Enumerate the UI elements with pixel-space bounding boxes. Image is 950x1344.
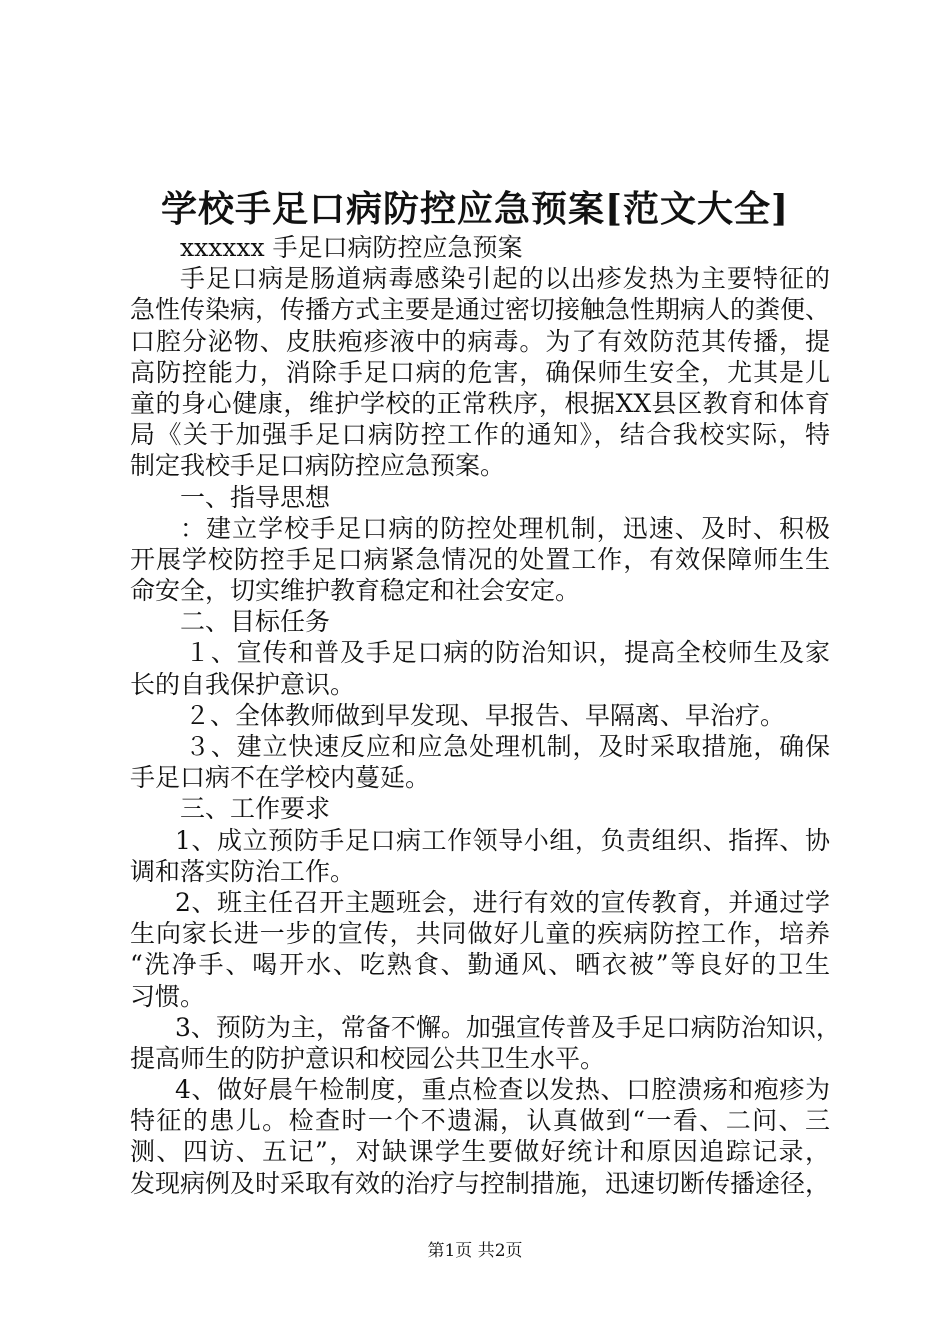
paragraph-line: ３、建立快速反应和应急处理机制，及时采取措施，确保 — [185, 732, 830, 761]
paragraph-line: “洗净手、喝开水、吃熟食、勤通风、晒衣被”等良好的卫生 — [130, 950, 830, 980]
paragraph-line: 急性传染病，传播方式主要是通过密切接触急性期病人的粪便、 — [130, 295, 831, 325]
paragraph-line: 手足口病不在学校内蔓延。 — [130, 763, 431, 793]
page-footer: 第1页 共2页 — [427, 1241, 523, 1261]
paragraph-line: 制定我校手足口病防控应急预案。 — [130, 451, 506, 481]
paragraph-line: ２、全体教师做到早发现、早报告、早隔离、早治疗。 — [185, 700, 786, 730]
paragraph-line: 3、预防为主，常备不懈。加强宣传普及手足口病防治知识， — [175, 1012, 841, 1042]
paragraph-line: 生向家长进一步的宣传，共同做好儿童的疾病防控工作，培养 — [130, 919, 830, 949]
document-body — [130, 232, 841, 1199]
section-heading: 二、目标任务 — [180, 607, 331, 637]
paragraph-line: 4、做好晨午检制度，重点检查以发热、口腔溃疡和疱疹为 — [175, 1075, 830, 1105]
paragraph-line: 童的身心健康，维护学校的正常秩序，根据XX县区教育和体育 — [130, 388, 830, 418]
paragraph-line: １、宣传和普及手足口病的防治知识，提高全校师生及家 — [185, 638, 830, 668]
paragraph-line: 命安全，切实维护教育稳定和社会安定。 — [130, 576, 581, 606]
paragraph-line: 开展学校防控手足口病紧急情况的处置工作，有效保障师生生 — [130, 544, 830, 574]
paragraph-line: 手足口病是肠道病毒感染引起的以出疹发热为主要特征的 — [180, 264, 830, 294]
paragraph-line: 习惯。 — [130, 981, 206, 1011]
paragraph-line: 局《关于加强手足口病防控工作的通知》，结合我校实际，特 — [130, 420, 830, 450]
paragraph-line: 调和落实防治工作。 — [130, 856, 356, 886]
subtitle-line: xxxxxx 手足口病防控应急预案 — [180, 233, 523, 262]
paragraph-line: 长的自我保护意识。 — [130, 669, 356, 699]
paragraph-line: 高防控能力，消除手足口病的危害，确保师生安全，尤其是儿 — [130, 357, 830, 387]
paragraph-line: 口腔分泌物、皮肤疱疹液中的病毒。为了有效防范其传播，提 — [130, 326, 830, 356]
document-title: 学校手足口病防控应急预案[范文大全] — [160, 188, 790, 230]
paragraph-line: 特征的患儿。检查时一个不遗漏，认真做到“一看、二问、三 — [130, 1106, 830, 1136]
paragraph-line: 1、成立预防手足口病工作领导小组，负责组织、指挥、协 — [175, 825, 830, 855]
paragraph-line: 2、班主任召开主题班会，进行有效的宣传教育，并通过学 — [175, 887, 830, 917]
paragraph-line: 提高师生的防护意识和校园公共卫生水平。 — [130, 1043, 606, 1073]
paragraph-line: 测、四访、五记”，对缺课学生要做好统计和原因追踪记录， — [130, 1137, 830, 1167]
section-heading: 三、工作要求 — [180, 794, 331, 824]
paragraph-line: 发现病例及时采取有效的治疗与控制措施，迅速切断传播途径， — [130, 1168, 831, 1198]
paragraph-line: ：建立学校手足口病的防控处理机制，迅速、及时、积极 — [180, 513, 830, 543]
section-heading: 一、指导思想 — [180, 482, 331, 512]
